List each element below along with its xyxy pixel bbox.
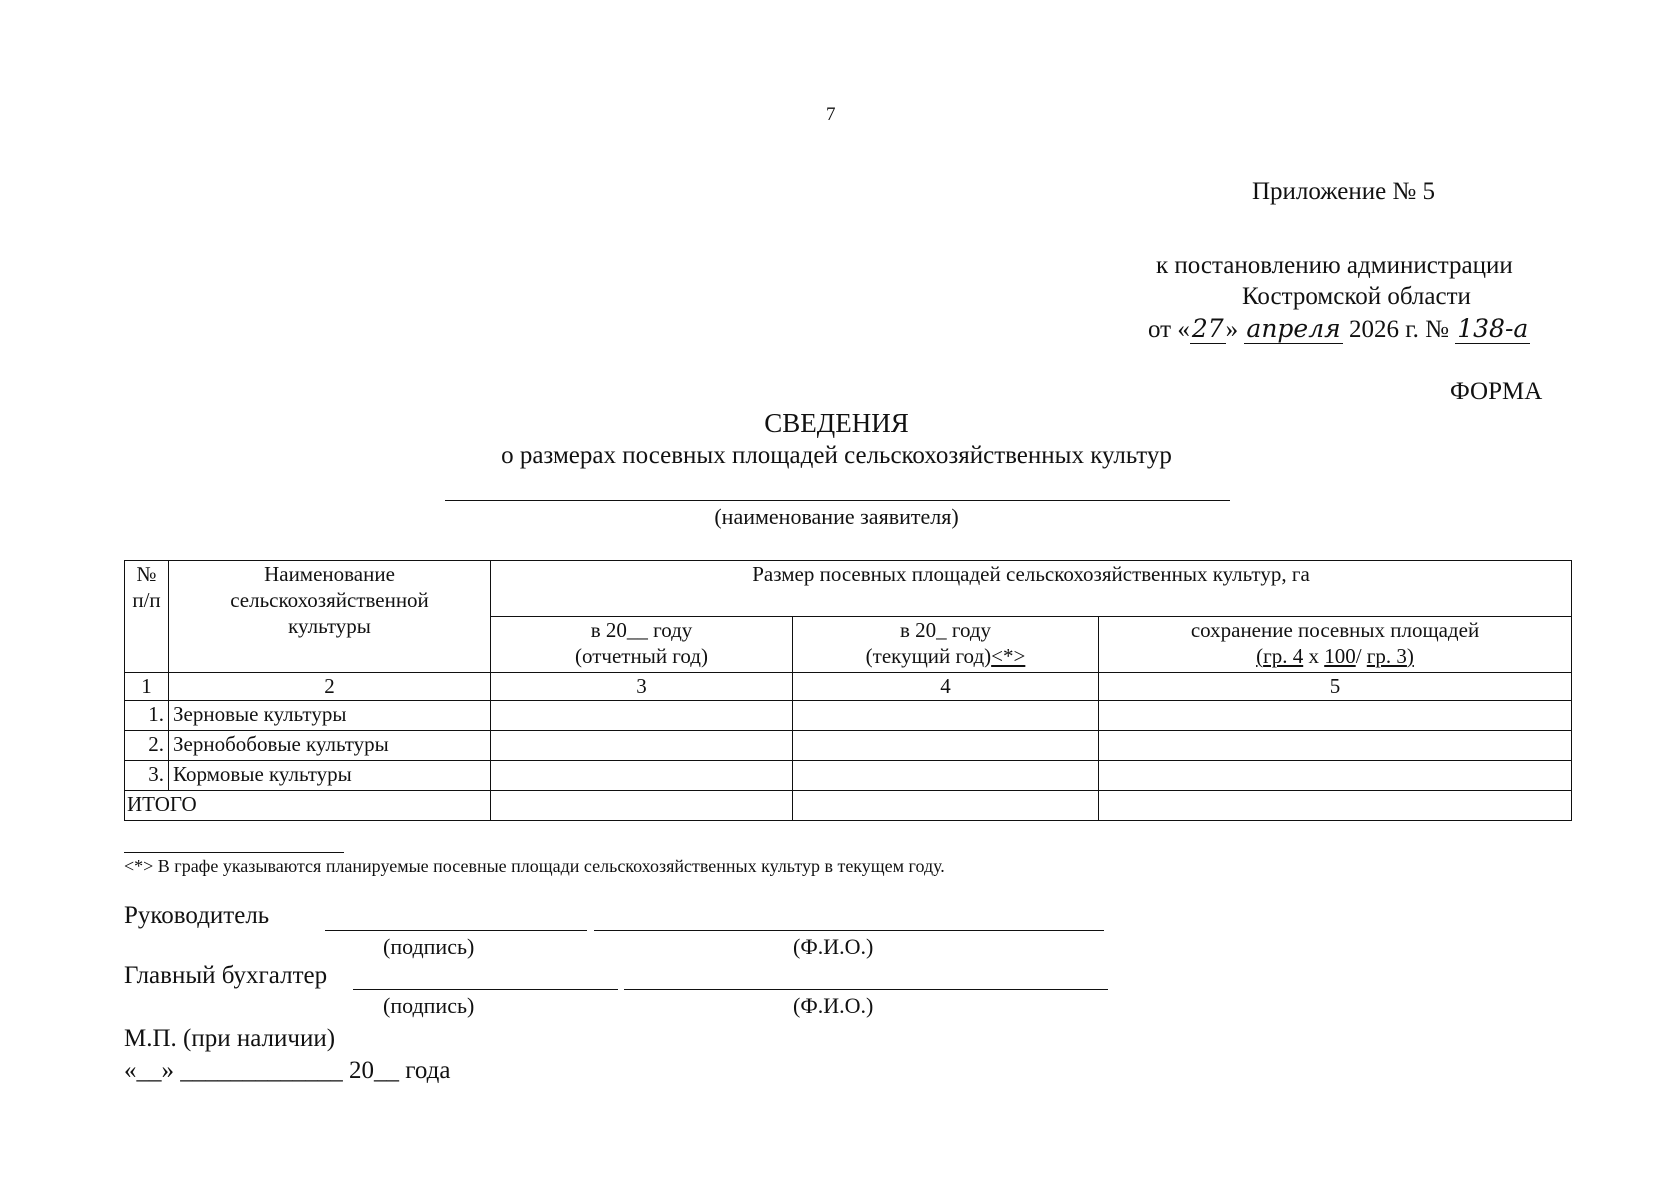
head-label: Руководитель	[124, 902, 270, 929]
header-crop-name: Наименование сельскохозяйственной культуры	[169, 561, 491, 673]
reporting-year-cell	[491, 761, 793, 791]
sowing-area-table	[124, 560, 1572, 821]
date-fill-line: «__» _____________ 20__ года	[124, 1057, 451, 1084]
column-number: 1	[125, 673, 169, 701]
column-number-row	[125, 673, 1572, 701]
retention-cell	[1099, 791, 1572, 821]
reporting-year-cell	[491, 791, 793, 821]
date-mid: »	[1225, 316, 1239, 343]
accountant-fio-caption: (Ф.И.О.)	[793, 993, 874, 1018]
column-number: 2	[169, 673, 491, 701]
head-fio-line	[594, 930, 1104, 931]
table-row	[125, 701, 1572, 731]
accountant-signature-line	[353, 989, 618, 990]
head-signature-line	[325, 930, 587, 931]
retention-cell	[1099, 761, 1572, 791]
applicant-name-line	[445, 500, 1230, 501]
document-subtitle: о размерах посевных площадей сельскохозяйственных культур	[501, 442, 1172, 469]
current-year-cell	[793, 701, 1099, 731]
handwritten-day: 27	[1191, 314, 1224, 343]
date-year: 2026 г. №	[1348, 316, 1449, 343]
head-fio-caption: (Ф.И.О.)	[793, 934, 874, 959]
header-reporting-year: в 20__ году (отчетный год)	[491, 617, 793, 673]
crop-name: Зернобобовые культуры	[169, 731, 491, 761]
handwritten-decree-number: 138-а	[1457, 314, 1529, 343]
crop-name: Кормовые культуры	[169, 761, 491, 791]
column-number: 3	[491, 673, 793, 701]
column-number: 5	[1099, 673, 1572, 701]
footnote-marker: <*>	[991, 644, 1026, 668]
handwritten-month: апреля	[1246, 314, 1341, 343]
header-area-retention: сохранение посевных площадей (гр. 4 х 100/ гр. 3)	[1099, 617, 1572, 673]
current-year-cell	[793, 791, 1099, 821]
total-label: ИТОГО	[125, 791, 491, 821]
reporting-year-cell	[491, 731, 793, 761]
document-title: СВЕДЕНИЯ	[764, 408, 909, 438]
accountant-label: Главный бухгалтер	[124, 962, 328, 989]
crop-name: Зерновые культуры	[169, 701, 491, 731]
header-area-group: Размер посевных площадей сельскохозяйственных культур, га	[491, 561, 1572, 617]
footnote: <*> В графе указываются планируемые посевные площади сельскохозяйственных культур в текущем году.	[124, 856, 945, 876]
applicant-caption: (наименование заявителя)	[714, 504, 959, 529]
form-label: ФОРМА	[1450, 378, 1543, 405]
seal-label: М.П. (при наличии)	[124, 1025, 336, 1052]
table-row	[125, 761, 1572, 791]
head-signature-caption: (подпись)	[383, 934, 475, 959]
table-row	[125, 731, 1572, 761]
page-number: 7	[826, 104, 836, 125]
current-year-cell	[793, 731, 1099, 761]
retention-cell	[1099, 701, 1572, 731]
date-prefix: от «	[1148, 316, 1190, 343]
reporting-year-cell	[491, 701, 793, 731]
appendix-line-region: Костромской области	[1242, 283, 1471, 310]
accountant-signature-caption: (подпись)	[383, 993, 475, 1018]
total-row	[125, 791, 1572, 821]
appendix-line-decree: к постановлению администрации	[1156, 252, 1513, 279]
current-year-cell	[793, 761, 1099, 791]
retention-cell	[1099, 731, 1572, 761]
header-current-year: в 20_ году (текущий год)<*>	[793, 617, 1099, 673]
accountant-fio-line	[624, 989, 1108, 990]
appendix-date-line	[1148, 314, 1530, 344]
row-number: 1.	[125, 701, 169, 731]
row-number: 2.	[125, 731, 169, 761]
column-number: 4	[793, 673, 1099, 701]
row-number: 3.	[125, 761, 169, 791]
footnote-divider	[124, 852, 344, 853]
appendix-title: Приложение № 5	[1252, 178, 1436, 205]
header-num: № п/п	[125, 561, 169, 673]
